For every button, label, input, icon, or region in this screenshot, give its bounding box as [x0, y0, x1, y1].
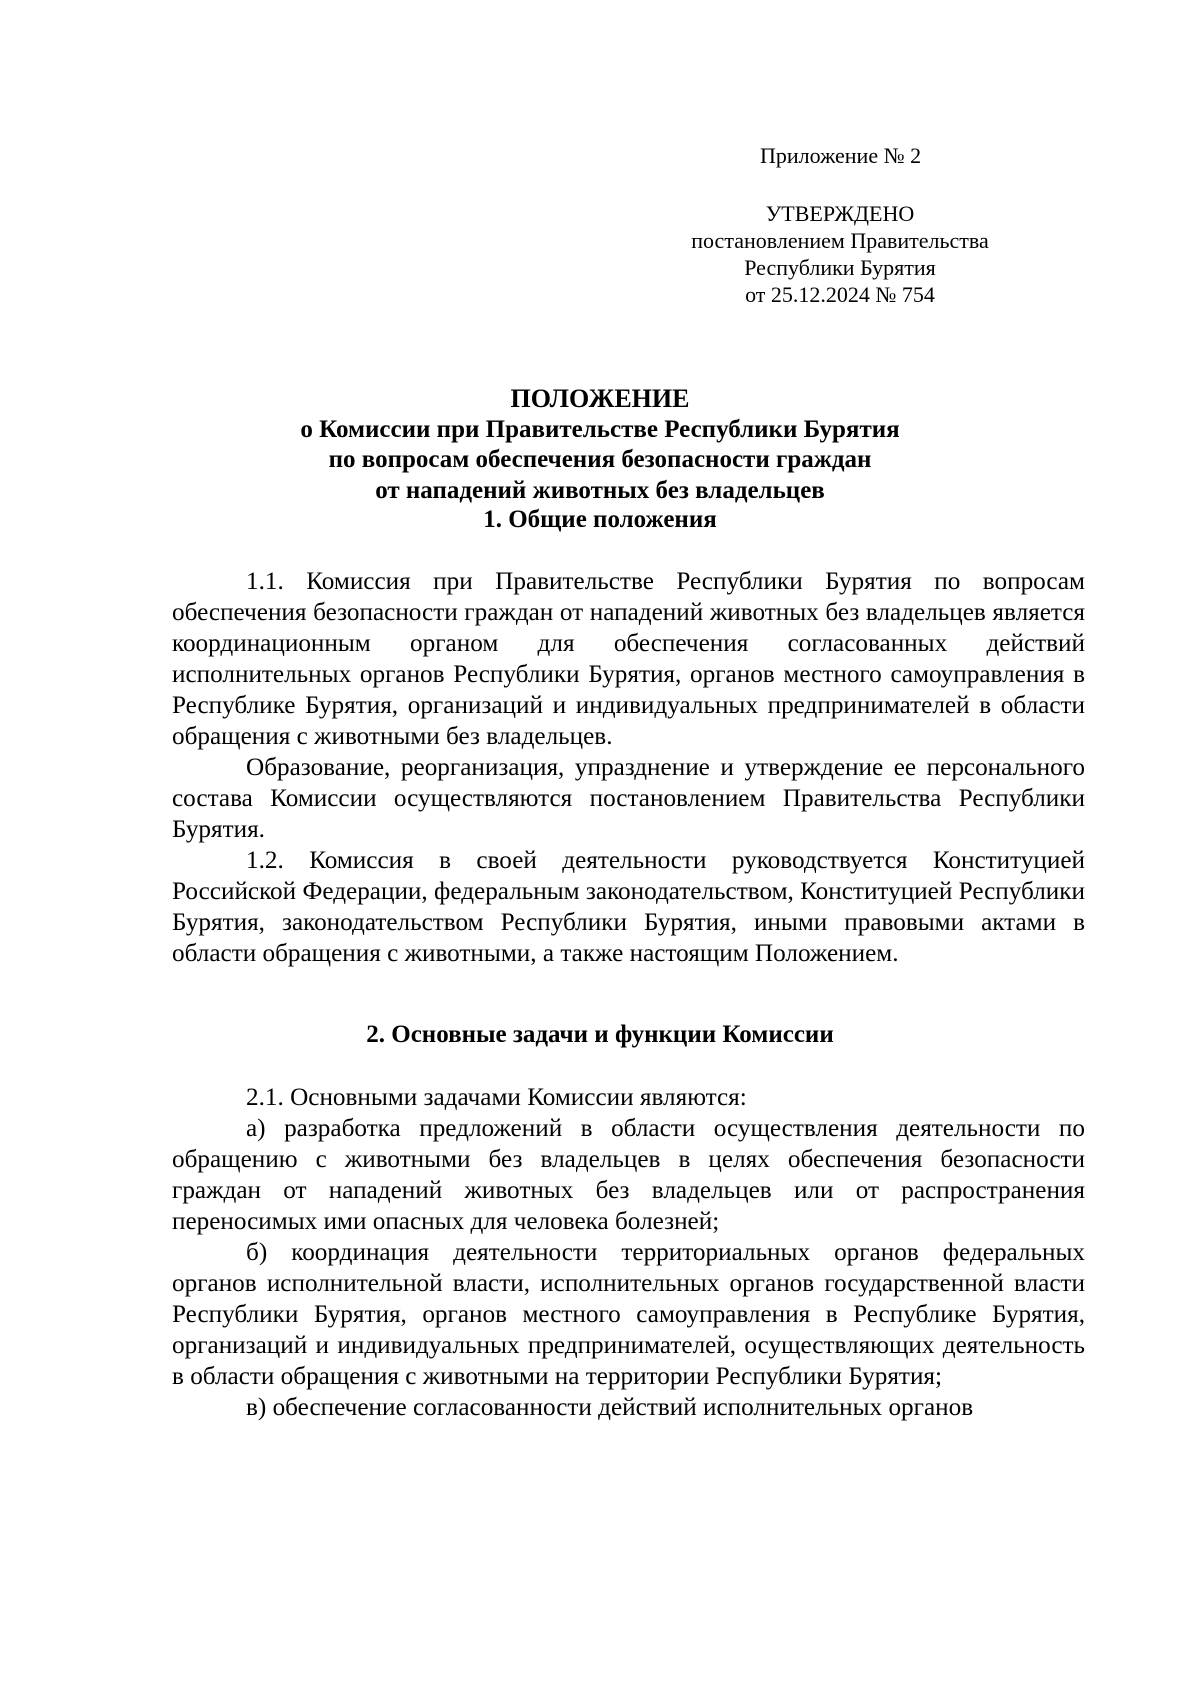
- title-line: по вопросам обеспечения безопасности граждан: [328, 446, 872, 473]
- title-line: от нападений животных без владельцев: [375, 476, 825, 504]
- approval-line: постановлением Правительства: [691, 228, 989, 253]
- section-1-heading: 1. Общие положения: [483, 506, 717, 533]
- paragraph: Образование, реорганизация, упразднение и утверждение ее персонального состава Комиссии осуществляются постановлением Правительства Республики Бурятия.: [172, 754, 1085, 843]
- appendix-label: Приложение № 2: [760, 143, 922, 168]
- title-main: ПОЛОЖЕНИЕ: [510, 384, 690, 413]
- section-1-body: [172, 566, 1085, 969]
- paragraph: 1.1. Комиссия при Правительстве Республики Бурятия по вопросам обеспечения безопасности граждан от нападений животных без владельцев является координационным органом для обеспечения согласованных действий исполнительных органов Республики Бурятия, органов местного самоуправления в Республике Бурятия, организаций и индивидуальных предпринимателей в области обращения с животными без владельцев.: [172, 568, 1085, 750]
- approval-stamp: УТВЕРЖДЕНО: [765, 201, 915, 226]
- approval-block: [680, 200, 1000, 308]
- paragraph: а) разработка предложений в области осуществления деятельности по обращению с животными без владельцев в целях обеспечения безопасности граждан от нападений животных без владельцев или от распространения переносимых ими опасных для человека болезней;: [172, 1115, 1085, 1235]
- title-line: о Комиссии при Правительстве Республики Бурятия: [300, 415, 900, 443]
- document-title: [170, 384, 1030, 506]
- paragraph: 1.2. Комиссия в своей деятельности руководствуется Конституцией Российской Федерации, федеральным законодательством, Конституцией Республики Бурятия, законодательством Республики Бурятия, иными правовыми актами в области обращения с животными, а также настоящим Положением.: [172, 847, 1085, 967]
- paragraph: б) координация деятельности территориальных органов федеральных органов исполнительной власти, исполнительных органов государственной власти Республики Бурятия, органов местного самоуправления в Республике Бурятия, организаций и индивидуальных предпринимателей, осуществляющих деятельность в области обращения с животными на территории Республики Бурятия;: [172, 1239, 1085, 1390]
- paragraph: в) обеспечение согласованности действий исполнительных органов: [246, 1394, 974, 1421]
- section-2-body: [172, 1082, 1085, 1423]
- approval-line: Республики Бурятия: [744, 255, 936, 280]
- paragraph: 2.1. Основными задачами Комиссии являются:: [246, 1084, 747, 1111]
- approval-date-number: от 25.12.2024 № 754: [745, 282, 935, 307]
- section-2-heading: 2. Основные задачи и функции Комиссии: [366, 1021, 834, 1048]
